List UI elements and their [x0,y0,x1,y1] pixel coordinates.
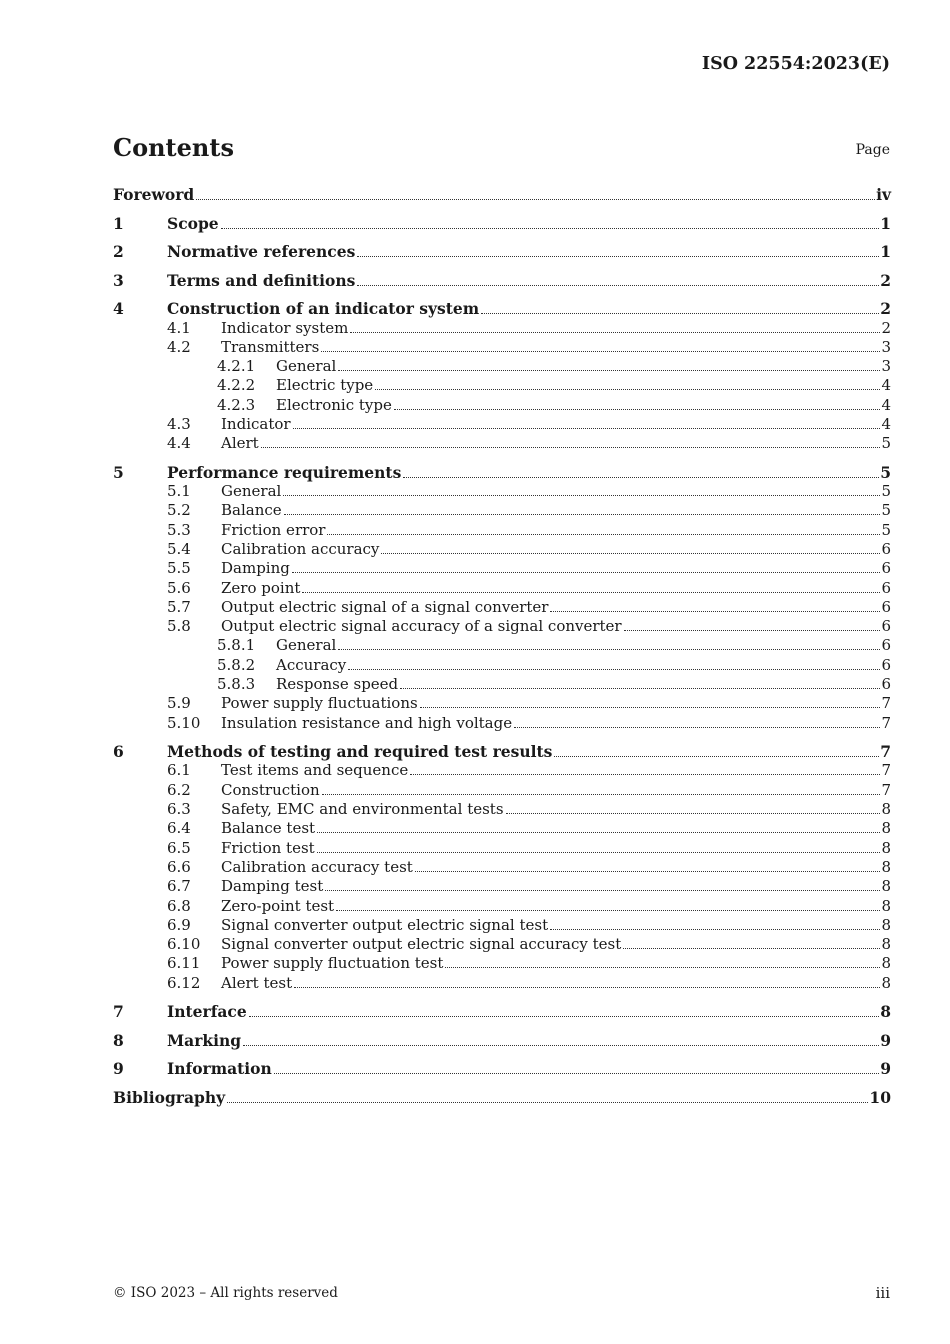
toc-entry-title: Alert [221,434,259,453]
toc-entry-page: 7 [881,694,891,713]
toc-entry-page: 8 [881,935,891,954]
toc-entry-number: 5.1 [167,482,191,501]
dot-leader [293,427,881,429]
toc-entry[interactable] [113,858,891,877]
toc-entry[interactable] [113,598,891,617]
toc-entry-number: 6.4 [167,819,191,838]
dot-leader [420,706,881,708]
dot-leader [327,533,880,535]
dot-leader [350,331,880,333]
toc-entry-number: 6.7 [167,877,191,896]
toc-entry-title: Calibration accuracy test [221,857,413,876]
toc-entry-title: General [276,357,337,376]
toc-entry[interactable] [113,1002,891,1022]
toc-entry-number: 5.2 [167,501,191,520]
toc-entry-number: 5.5 [167,559,191,578]
dot-leader [302,591,880,593]
toc-entry-title: Calibration accuracy [221,539,380,558]
toc-entry-page: 4 [881,376,891,395]
toc-entry[interactable] [113,242,891,262]
dot-leader [624,629,881,631]
toc-entry-page: 8 [881,857,891,876]
toc-entry[interactable] [113,415,891,434]
dot-leader [221,227,880,229]
toc-entry-number: 5.8.3 [217,675,256,694]
toc-entry-page: 7 [881,780,891,799]
toc-entry-title: Indicator system [221,318,349,337]
toc-entry-number: 4.2.2 [217,376,256,395]
dot-leader [403,476,879,478]
dot-leader [261,446,881,448]
toc-entry[interactable] [113,376,891,395]
toc-entry-page: 8 [880,1002,891,1021]
dot-leader [336,909,880,911]
toc-entry-number: 4.2 [167,337,191,356]
toc-entry-number: 5.8 [167,617,191,636]
toc-entry[interactable] [113,819,891,838]
toc-entry-page: iv [876,185,891,204]
toc-entry-page: 7 [881,713,891,732]
toc-entry-title: Bibliography [113,1087,226,1107]
toc-entry-title: Friction test [221,838,315,857]
dot-leader [292,571,881,573]
dot-leader [227,1101,868,1103]
toc-entry[interactable] [113,800,891,819]
toc-entry-number: 6.1 [167,761,191,780]
toc-entry-number: 6.11 [167,954,201,973]
dot-leader [284,513,881,515]
toc-entry[interactable] [113,742,891,762]
dot-leader [481,312,879,314]
toc-entry-page: 6 [881,597,891,616]
toc-entry-page: 7 [880,741,891,761]
toc-entry[interactable] [113,1059,891,1079]
toc-entry-title: Scope [167,213,219,233]
dot-leader [274,1072,879,1074]
toc-entry-title: General [276,636,337,655]
dot-leader [317,831,880,833]
dot-leader [338,369,880,371]
toc-entry-title: Friction error [221,520,326,539]
toc-entry[interactable] [113,714,891,733]
toc-entry[interactable] [113,271,891,291]
toc-entry-page: 7 [881,761,891,780]
toc-entry[interactable] [113,974,891,993]
toc-entry[interactable] [113,761,891,780]
dot-leader [623,947,880,949]
toc-entry-number: 6.10 [167,935,201,954]
toc-entry-page: 6 [881,539,891,558]
toc-entry-page: 2 [880,299,891,318]
toc-entry-page: 6 [881,636,891,655]
toc-entry[interactable] [113,214,891,234]
toc-entry-title: Transmitters [221,337,320,356]
toc-entry-number: 4.4 [167,434,191,453]
toc-entry-page: 6 [881,578,891,597]
toc-entry[interactable] [113,1031,891,1051]
toc-entry-number: 1 [113,213,124,233]
toc-entry[interactable] [113,781,891,800]
dot-leader [321,350,880,352]
toc-entry[interactable] [113,1088,891,1108]
toc-entry-number: 4.2.1 [217,357,256,376]
toc-entry-number: 6.8 [167,896,191,915]
toc-entry-number: 5.4 [167,539,191,558]
toc-entry-number: 6.12 [167,973,201,992]
toc-entry-page: 8 [881,954,891,973]
toc-entry-number: 4 [113,299,124,318]
toc-entry[interactable] [113,319,891,338]
toc-entry-number: 6.2 [167,780,191,799]
toc-entry-page: 8 [881,800,891,819]
toc-entry-title: Signal converter output electric signal accuracy test [221,935,622,954]
dot-leader [322,793,881,795]
toc-entry[interactable] [113,656,891,675]
toc-entry-title: Output electric signal accuracy of a signal converter [221,617,622,636]
toc-entry[interactable] [113,357,891,376]
toc-entry-number: 6.3 [167,800,191,819]
toc-entry-title: Terms and definitions [167,270,356,290]
toc-entry[interactable] [113,559,891,578]
toc-entry-page: 8 [881,819,891,838]
dot-leader [338,648,880,650]
toc-entry-title: Electric type [276,376,374,395]
toc-entry-page: 3 [881,337,891,356]
toc-entry-number: 6.6 [167,857,191,876]
toc-entry-title: Balance test [221,819,316,838]
toc-entry-title: Normative references [167,242,356,261]
page-title: Contents [113,133,234,162]
dot-leader [550,610,880,612]
toc-entry[interactable] [113,521,891,540]
toc-entry-page: 5 [881,520,891,539]
dot-leader [550,928,880,930]
toc-entry[interactable] [113,482,891,501]
dot-leader [294,986,880,988]
toc-entry-number: 6.9 [167,915,191,934]
toc-entry-page: 9 [880,1059,891,1078]
toc-entry[interactable] [113,396,891,415]
page-number: iii [875,1284,890,1302]
toc-entry-number: 8 [113,1030,124,1050]
toc-entry[interactable] [113,463,891,483]
table-of-contents [113,185,891,1107]
toc-entry-number: 7 [113,1002,124,1021]
toc-entry-title: Performance requirements [167,462,402,482]
toc-entry-title: Output electric signal of a signal converter [221,597,549,616]
toc-entry-title: Insulation resistance and high voltage [221,713,513,732]
toc-entry-page: 6 [881,675,891,694]
toc-entry-title: Power supply fluctuations [221,694,418,713]
copyright-notice: © ISO 2023 – All rights reserved [113,1285,338,1301]
toc-entry[interactable] [113,839,891,858]
toc-entry-title: Balance [221,501,282,520]
toc-entry[interactable] [113,675,891,694]
toc-entry-page: 8 [881,915,891,934]
toc-entry-number: 9 [113,1059,124,1078]
dot-leader [381,552,880,554]
toc-entry-page: 5 [881,482,891,501]
toc-entry-title: Response speed [276,675,399,694]
toc-entry-page: 4 [881,395,891,414]
toc-entry-number: 4.2.3 [217,395,256,414]
toc-entry-title: Methods of testing and required test results [167,741,553,761]
dot-leader [415,870,881,872]
toc-entry[interactable] [113,954,891,973]
toc-entry-page: 6 [881,655,891,674]
toc-entry-page: 8 [881,877,891,896]
toc-entry-title: Zero point [221,578,301,597]
toc-entry-page: 1 [880,242,891,261]
dot-leader [514,726,880,728]
toc-entry-page: 3 [881,357,891,376]
toc-entry-number: 6.5 [167,838,191,857]
toc-entry[interactable] [113,579,891,598]
dot-leader [400,687,880,689]
toc-entry-title: Foreword [113,185,195,204]
toc-entry-title: General [221,482,282,501]
toc-entry-page: 2 [881,318,891,337]
toc-entry-number: 5.8.2 [217,655,256,674]
toc-entry-number: 3 [113,270,124,290]
toc-entry-page: 9 [880,1030,891,1050]
toc-entry-title: Alert test [221,973,293,992]
document-id: ISO 22554:2023(E) [701,54,890,74]
toc-entry[interactable] [113,501,891,520]
toc-entry-number: 5.6 [167,578,191,597]
toc-entry-number: 5.3 [167,520,191,539]
toc-entry-page: 6 [881,559,891,578]
toc-entry[interactable] [113,540,891,559]
dot-leader [410,773,880,775]
dot-leader [317,851,881,853]
toc-entry[interactable] [113,434,891,453]
toc-entry-page: 5 [880,462,891,482]
toc-entry-title: Construction [221,780,320,799]
dot-leader [283,494,880,496]
toc-entry-number: 5.7 [167,597,191,616]
toc-entry-number: 5.9 [167,694,191,713]
toc-entry-title: Electronic type [276,395,392,414]
toc-entry-number: 5 [113,462,124,482]
toc-entry[interactable] [113,299,891,319]
toc-entry-page: 5 [881,501,891,520]
toc-entry-title: Signal converter output electric signal test [221,915,549,934]
toc-entry-number: 5.10 [167,713,201,732]
toc-entry-title: Safety, EMC and environmental tests [221,800,504,819]
toc-entry[interactable] [113,897,891,916]
toc-entry-title: Power supply fluctuation test [221,954,444,973]
dot-leader [357,255,879,257]
dot-leader [375,388,880,390]
toc-entry[interactable] [113,338,891,357]
dot-leader [249,1015,879,1017]
toc-entry-title: Damping test [221,877,324,896]
toc-entry-title: Zero-point test [221,896,335,915]
dot-leader [394,408,881,410]
dot-leader [196,198,875,200]
toc-entry-number: 5.8.1 [217,636,256,655]
toc-entry-page: 8 [881,896,891,915]
dot-leader [445,966,880,968]
toc-entry-title: Information [167,1059,272,1078]
toc-entry-title: Construction of an indicator system [167,299,480,318]
toc-entry-page: 1 [880,213,891,233]
toc-entry-title: Interface [167,1002,247,1021]
dot-leader [325,889,880,891]
toc-entry-number: 4.3 [167,414,191,433]
toc-entry[interactable] [113,935,891,954]
dot-leader [243,1044,879,1046]
toc-entry-title: Test items and sequence [221,761,409,780]
toc-entry-title: Indicator [221,414,291,433]
toc-entry-page: 8 [881,973,891,992]
toc-entry[interactable] [113,636,891,655]
toc-entry[interactable] [113,916,891,935]
toc-entry-title: Damping [221,559,290,578]
toc-entry-page: 6 [881,617,891,636]
dot-leader [357,284,879,286]
toc-entry[interactable] [113,694,891,713]
dot-leader [506,812,881,814]
toc-entry-page: 2 [880,270,891,290]
page-column-label: Page [855,142,890,158]
toc-entry-page: 8 [881,838,891,857]
toc-entry-page: 4 [881,414,891,433]
toc-entry[interactable] [113,185,891,205]
dot-leader [554,755,879,757]
toc-entry-number: 2 [113,242,124,261]
toc-entry-title: Marking [167,1030,242,1050]
toc-entry[interactable] [113,617,891,636]
toc-entry-title: Accuracy [276,655,347,674]
dot-leader [348,668,880,670]
toc-entry-number: 4.1 [167,318,191,337]
toc-entry-number: 6 [113,741,124,761]
toc-entry[interactable] [113,877,891,896]
toc-entry-page: 10 [869,1087,891,1107]
toc-entry-page: 5 [881,434,891,453]
